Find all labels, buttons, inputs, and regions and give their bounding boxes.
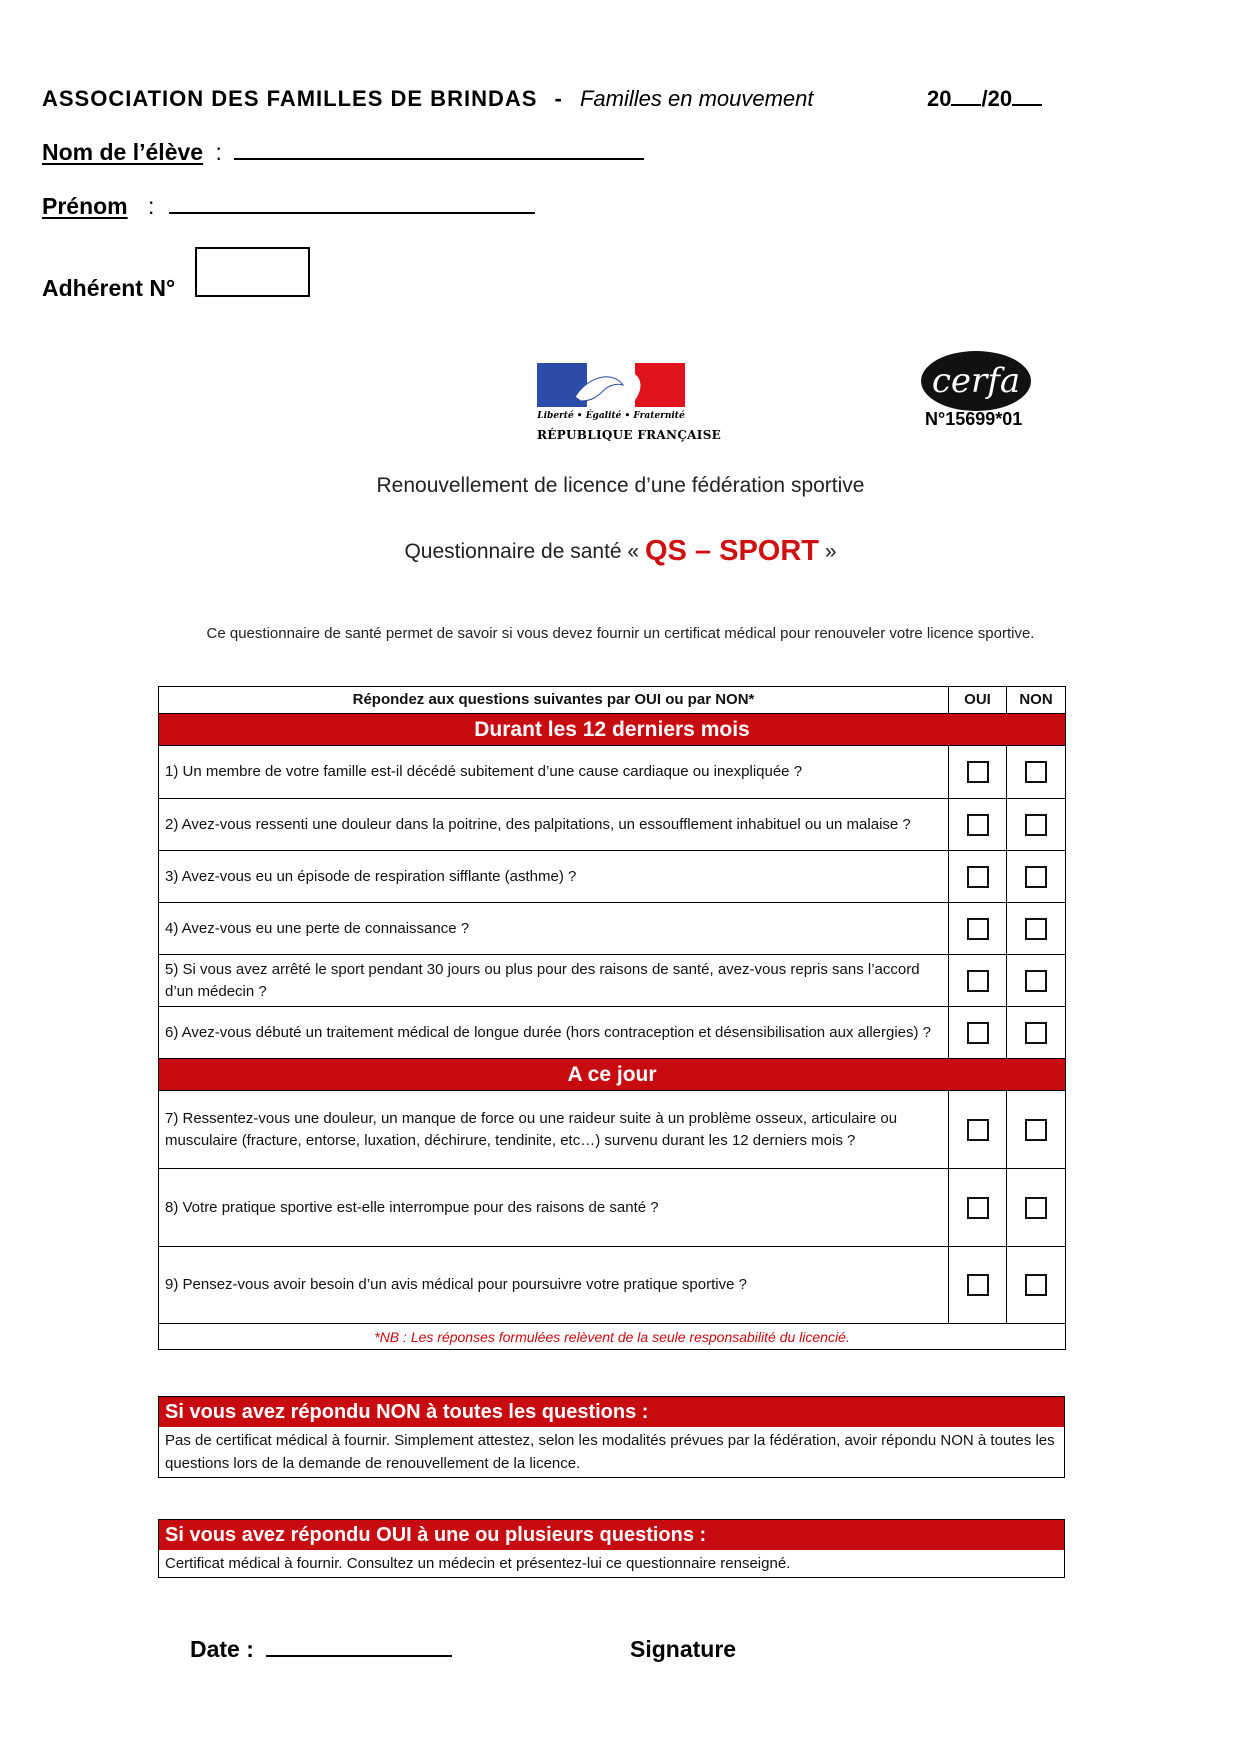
table-row	[159, 1247, 1066, 1324]
q4-non-checkbox[interactable]	[1025, 918, 1047, 940]
adherent-number-box[interactable]	[195, 247, 310, 297]
date-field	[190, 1636, 452, 1663]
nom-input-line[interactable]	[234, 140, 644, 160]
qs-sport-label: QS – SPORT	[644, 535, 820, 567]
q7-oui-checkbox[interactable]	[967, 1119, 989, 1141]
form-subtitle	[0, 535, 1241, 568]
signature-label: Signature	[630, 1636, 737, 1662]
table-row	[159, 1169, 1066, 1247]
table-row	[159, 903, 1066, 955]
question-5: 5) Si vous avez arrêté le sport pendant 30 jours ou plus pour des raisons de santé, avez-vous repris sans l’accord d’un médecin ?	[159, 955, 949, 1007]
season-year	[927, 86, 1042, 112]
question-6: 6) Avez-vous débuté un traitement médical de longue durée (hors contraception et désensibilisation aux allergies) ?	[159, 1007, 949, 1059]
nb-note: *NB : Les réponses formulées relèvent de la seule responsabilité du licencié.	[159, 1324, 1066, 1350]
cerfa-logo	[920, 350, 1032, 412]
cerfa-number: N°15699*01	[925, 409, 1023, 429]
table-row	[159, 1091, 1066, 1169]
section-row	[159, 1059, 1066, 1091]
q1-non-checkbox[interactable]	[1025, 761, 1047, 783]
q6-non-checkbox[interactable]	[1025, 1022, 1047, 1044]
q9-oui-checkbox[interactable]	[967, 1274, 989, 1296]
form-title: Renouvellement de licence d’une fédération sportive	[376, 474, 865, 497]
header-oui: OUI	[949, 687, 1007, 714]
q7-non-checkbox[interactable]	[1025, 1119, 1047, 1141]
q8-oui-checkbox[interactable]	[967, 1197, 989, 1219]
q3-non-checkbox[interactable]	[1025, 866, 1047, 888]
question-7: 7) Ressentez-vous une douleur, un manque de force ou une raideur suite à un problème osseux, articulaire ou musculaire (fracture, entorse, luxation, déchirure, tendinite, etc…) survenu durant les 12 derniers mois ?	[159, 1091, 949, 1169]
year-blank-2[interactable]	[1012, 86, 1042, 106]
section-12-months: Durant les 12 derniers mois	[159, 714, 1066, 746]
q5-oui-checkbox[interactable]	[967, 970, 989, 992]
q9-non-checkbox[interactable]	[1025, 1274, 1047, 1296]
q4-oui-checkbox[interactable]	[967, 918, 989, 940]
header-non: NON	[1007, 687, 1066, 714]
q6-oui-checkbox[interactable]	[967, 1022, 989, 1044]
table-row	[159, 955, 1066, 1007]
prenom-input-line[interactable]	[169, 194, 535, 214]
cerfa-word: cerfa	[931, 361, 1021, 401]
q2-non-checkbox[interactable]	[1025, 814, 1047, 836]
outcome-oui-text: Certificat médical à fournir. Consultez un médecin et présentez-lui ce questionnaire renseigné.	[165, 1555, 791, 1572]
table-row	[159, 1007, 1066, 1059]
question-2: 2) Avez-vous ressenti une douleur dans la poitrine, des palpitations, un essoufflement inhabituel ou un malaise ?	[159, 799, 949, 851]
question-8: 8) Votre pratique sportive est-elle interrompue pour des raisons de santé ?	[159, 1169, 949, 1247]
nom-field	[42, 139, 644, 166]
subtitle-suffix: »	[824, 540, 837, 563]
q8-non-checkbox[interactable]	[1025, 1197, 1047, 1219]
nom-label: Nom de l’élève	[42, 139, 204, 165]
year-blank-1[interactable]	[951, 86, 981, 106]
year-prefix: 20	[927, 86, 952, 111]
adherent-label: Adhérent N°	[42, 275, 176, 301]
table-row	[159, 851, 1066, 903]
prenom-colon: :	[148, 193, 155, 219]
table-row	[159, 799, 1066, 851]
table-row	[159, 746, 1066, 799]
outcome-non-title: Si vous avez répondu NON à toutes les questions :	[159, 1397, 1064, 1427]
section-row	[159, 714, 1066, 746]
outcome-oui-box	[158, 1519, 1065, 1578]
q1-oui-checkbox[interactable]	[967, 761, 989, 783]
date-input-line[interactable]	[266, 1637, 452, 1657]
prenom-field	[42, 193, 535, 220]
nb-row	[159, 1324, 1066, 1350]
rf-motto: Liberté • Égalité • Fraternité	[537, 411, 685, 421]
questionnaire-table	[158, 686, 1065, 1350]
header-separator: -	[554, 86, 563, 111]
nom-colon: :	[215, 139, 222, 165]
question-3: 3) Avez-vous eu un épisode de respiration sifflante (asthme) ?	[159, 851, 949, 903]
association-header	[42, 86, 814, 112]
question-4: 4) Avez-vous eu une perte de connaissance ?	[159, 903, 949, 955]
q2-oui-checkbox[interactable]	[967, 814, 989, 836]
section-today: A ce jour	[159, 1059, 1066, 1091]
intro-text: Ce questionnaire de santé permet de savoir si vous devez fournir un certificat médical pour renouveler votre licence sportive.	[206, 625, 1035, 642]
association-tagline: Familles en mouvement	[579, 86, 814, 111]
header-question: Répondez aux questions suivantes par OUI ou par NON*	[159, 687, 949, 714]
outcome-non-box	[158, 1396, 1065, 1478]
prenom-label: Prénom	[42, 193, 128, 219]
outcome-oui-title: Si vous avez répondu OUI à une ou plusieurs questions :	[159, 1520, 1064, 1550]
year-sep: /20	[981, 86, 1013, 111]
marianne-logo	[537, 363, 685, 407]
rf-name: RÉPUBLIQUE FRANÇAISE	[537, 428, 722, 442]
q3-oui-checkbox[interactable]	[967, 866, 989, 888]
outcome-non-text: Pas de certificat médical à fournir. Simplement attestez, selon les modalités prévues par la fédération, avoir répondu NON à toutes les questions lors de la demande de renouvellement de la licence.	[165, 1432, 1055, 1472]
table-header-row	[159, 687, 1066, 714]
subtitle-prefix: Questionnaire de santé «	[404, 540, 640, 563]
question-1: 1) Un membre de votre famille est-il décédé subitement d’une cause cardiaque ou inexpliquée ?	[159, 746, 949, 799]
association-name: ASSOCIATION DES FAMILLES DE BRINDAS	[42, 86, 538, 111]
date-label: Date :	[190, 1636, 254, 1662]
q5-non-checkbox[interactable]	[1025, 970, 1047, 992]
question-9: 9) Pensez-vous avoir besoin d’un avis médical pour poursuivre votre pratique sportive ?	[159, 1247, 949, 1324]
